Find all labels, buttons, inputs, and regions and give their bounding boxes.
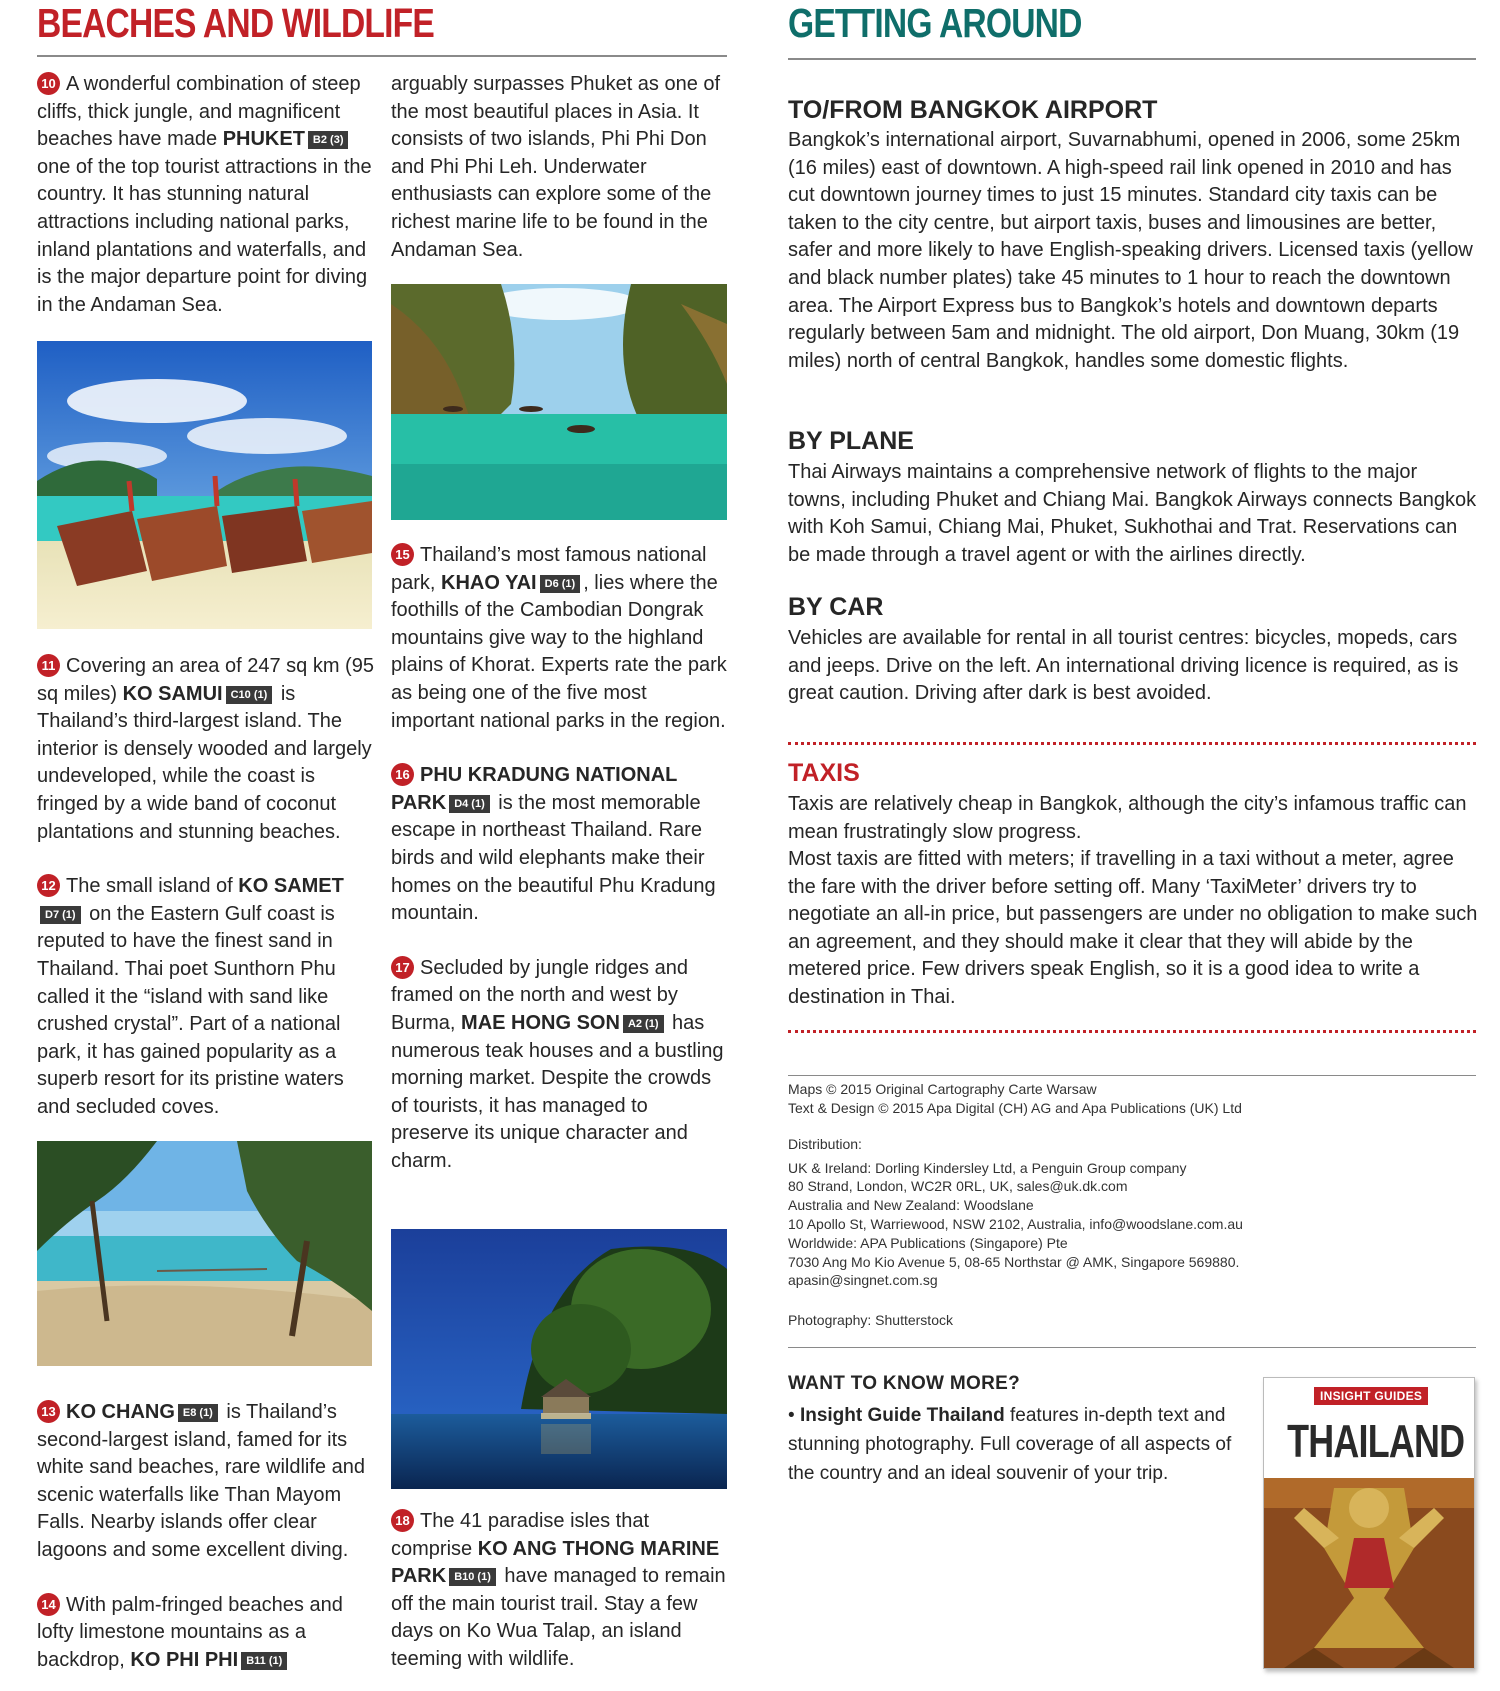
credits-rule	[788, 1075, 1476, 1076]
entry-11	[37, 653, 375, 846]
entry-15	[391, 542, 729, 735]
ko-phi-phi-continued: arguably surpasses Phuket as one of the most beautiful places in Asia. It consists of two islands, Phi Phi Don and Phi Phi Leh. Underwater enthusiasts can explore some of the richest marine life to be found in the Andaman Sea.	[391, 73, 721, 261]
map-grid-reference: D7 (1)	[40, 906, 81, 924]
entry-text: is Thailand’s second-largest island, famed for its white sand beaches, rare wildlife and scenic waterfalls like Than Mayom Falls. Nearby islands offer clear lagoons and some excellent diving.	[37, 1401, 365, 1561]
entry-number-badge: 11	[37, 654, 60, 677]
credits-ww-2: 7030 Ang Mo Kio Avenue 5, 08-65 Northstar @ AMK, Singapore 569880.	[788, 1254, 1240, 1270]
by-car-text: Vehicles are available for rental in all tourist centres: bicycles, mopeds, cars and jeeps. Drive on the left. An international driving licence is required, as is great caution. Driving after dark is best avoided.	[788, 627, 1459, 705]
airport-text: Bangkok’s international airport, Suvarnabhumi, opened in 2006, some 25km (16 miles) east of downtown. A high-speed rail link opened in 2010 and has cut downtown journey times to just 15 minutes. Standard city taxis can be taken to the city centre, but airport taxis, buses and limousines are better, safer and more likely to have English-speaking drivers. Licensed taxis (yellow and black number plates) take 45 minutes to 1 hour to reach the downtown area. The Airport Express bus to Bangkok’s hotels and downtown departs regularly between 5am and midnight. The old airport, Don Muang, 30km (19 miles) north of central Bangkok, handles some domestic flights.	[788, 129, 1473, 372]
entry-number-badge: 17	[391, 956, 414, 979]
place-name: KO CHANG	[66, 1401, 175, 1423]
bullet: •	[788, 1405, 795, 1426]
entry-text: on the Eastern Gulf coast is reputed to have the finest sand in Thailand. Thai poet Sunthorn Phu called it the “island with sand like crushed crystal”. Part of a national park, it has gained popularity as a superb resort for its pristine waters and secluded coves.	[37, 902, 344, 1118]
map-grid-reference: B11 (1)	[241, 1652, 287, 1670]
place-name: KO SAMUI	[122, 682, 223, 705]
credits-photography: Photography: Shutterstock	[788, 1312, 953, 1328]
entry-text: is Thailand’s third-largest island. The interior is densely wooded and largely undeveloped, while the coast is fringed by a wide band of coconut plantations and stunning beaches.	[37, 682, 372, 843]
credits-au-1: Australia and New Zealand: Woodslane	[788, 1197, 1034, 1213]
map-grid-reference: B10 (1)	[449, 1568, 496, 1586]
credits-ww-3: apasin@singnet.com.sg	[788, 1272, 938, 1288]
credits-uk-1: UK & Ireland: Dorling Kindersley Ltd, a Penguin Group company	[788, 1160, 1187, 1176]
entry-text: Covering an area of 247 sq km (95 sq miles)	[37, 655, 374, 705]
credits-ww-1: Worldwide: APA Publications (Singapore) Pte	[788, 1235, 1068, 1251]
raft-house-lake-photo	[391, 1229, 727, 1489]
taxis-text-1: Taxis are relatively cheap in Bangkok, although the city’s infamous traffic can mean frustratingly slow progress.	[788, 793, 1467, 843]
entry-number-badge: 10	[37, 72, 60, 95]
entry-10	[37, 71, 375, 319]
entry-text: is the most memorable escape in northeast Thailand. Rare birds and wild elephants make their homes on the beautiful Phu Kradung mountain.	[391, 791, 716, 925]
entry-number-badge: 12	[37, 874, 60, 897]
entry-text: A wonderful combination of steep cliffs, thick jungle, and magnificent beaches have made	[37, 73, 361, 151]
entry-13	[37, 1399, 375, 1565]
entry-number-badge: 16	[391, 763, 414, 786]
place-name: MAE HONG SON	[461, 1011, 620, 1034]
entry-18	[391, 1508, 729, 1674]
want-more-rule	[788, 1347, 1476, 1348]
ko-samet-beach-photo	[37, 1141, 372, 1366]
entry-number-badge: 15	[391, 543, 414, 566]
phi-phi-lagoon-photo	[391, 284, 727, 520]
by-plane-text: Thai Airways maintains a comprehensive network of flights to the major towns, including Phuket and Chiang Mai. Bangkok Airways connects Bangkok with Koh Samui, Chiang Mai, Phuket, Sukhothai and Trat. Reservations can be made through a travel agent or with the airlines directly.	[788, 461, 1477, 566]
entry-text: With palm-fringed beaches and lofty limestone mountains as a backdrop,	[37, 1593, 343, 1671]
place-name: KHAO YAI	[441, 571, 537, 594]
entry-14	[37, 1592, 375, 1675]
entry-number-badge: 18	[391, 1509, 414, 1532]
map-grid-reference: A2 (1)	[623, 1015, 664, 1033]
beaches-wildlife-heading: BEACHES AND WILDLIFE	[37, 0, 434, 46]
entry-17	[391, 955, 729, 1176]
place-name: KO ANG THONG MARINE PARK	[391, 1537, 720, 1588]
place-name: PHU KRADUNG NATIONAL PARK	[391, 764, 678, 814]
map-grid-reference: D4 (1)	[449, 795, 490, 813]
place-name: KO PHI PHI	[130, 1648, 239, 1671]
insight-guide-cover	[1263, 1377, 1475, 1669]
entry-16	[391, 762, 729, 928]
left-heading-rule	[37, 55, 727, 57]
cover-guardian-statue-image	[1264, 1478, 1474, 1668]
insight-guide-title: Insight Guide Thailand	[799, 1405, 1005, 1426]
middle-column	[391, 71, 729, 264]
airport-subheading: TO/FROM BANGKOK AIRPORT	[788, 96, 1158, 124]
left-column	[37, 71, 375, 319]
left-column-3	[37, 1399, 375, 1674]
cover-brand-label: INSIGHT GUIDES	[1314, 1387, 1428, 1405]
taxis-text-2: Most taxis are fitted with meters; if travelling in a taxi without a meter, agree the fare with the driver before setting off. Many ‘TaxiMeter’ drivers try to negotiate an all-in price, but passengers are under no obligation to make such an agreement, and they should make it clear that they will abide by the metered price. Few drivers speak English, so it is a good idea to write a destination in Thai.	[788, 848, 1478, 1008]
credits-uk-2: 80 Strand, London, WC2R 0RL, UK, sales@uk.dk.com	[788, 1178, 1128, 1194]
map-grid-reference: E8 (1)	[178, 1404, 218, 1422]
entry-text: have managed to remain off the main tourist trail. Stay a few days on Ko Wua Talap, an island teeming with wildlife.	[391, 1565, 726, 1670]
entry-number-badge: 14	[37, 1593, 60, 1616]
entry-text: The small island of	[66, 875, 239, 898]
credits-au-2: 10 Apollo St, Warriewood, NSW 2102, Australia, info@woodslane.com.au	[788, 1216, 1243, 1232]
entry-text: The 41 paradise isles that comprise	[391, 1510, 650, 1560]
entry-text: has numerous teak houses and a bustling morning market. Despite the crowds of tourists, it has managed to preserve its unique character and charm.	[391, 1011, 724, 1172]
want-description: features in-depth text and stunning photography. Full coverage of all aspects of the country and an ideal souvenir of your trip.	[788, 1405, 1232, 1484]
by-plane-subheading: BY PLANE	[788, 427, 914, 455]
map-grid-reference: C10 (1)	[226, 686, 273, 704]
left-column-2	[37, 653, 375, 1122]
phuket-longtail-boats-photo	[37, 341, 372, 629]
taxis-bottom-divider	[788, 1030, 1476, 1033]
entry-text: Secluded by jungle ridges and framed on the north and west by Burma,	[391, 956, 688, 1034]
map-grid-reference: D6 (1)	[540, 575, 581, 593]
credits-maps: Maps © 2015 Original Cartography Carte Warsaw	[788, 1081, 1097, 1097]
entry-text: , lies where the foothills of the Cambodian Dongrak mountains give way to the highland plains of Khorat. Experts rate the park as being one of the five most important national parks in the region.	[391, 571, 727, 732]
taxis-subheading: TAXIS	[788, 759, 860, 787]
map-grid-reference: B2 (3)	[308, 131, 349, 149]
getting-around-heading: GETTING AROUND	[788, 0, 1082, 46]
place-name: KO SAMET	[238, 875, 344, 898]
right-heading-rule	[788, 58, 1476, 60]
entry-12	[37, 873, 375, 1121]
credits-distribution: Distribution:	[788, 1136, 862, 1152]
middle-column-3	[391, 1508, 729, 1674]
credits-design: Text & Design © 2015 Apa Digital (CH) AG and Apa Publications (UK) Ltd	[788, 1100, 1242, 1116]
want-to-know-more-heading: WANT TO KNOW MORE?	[788, 1373, 1020, 1394]
middle-column-2	[391, 542, 729, 1175]
cover-title: THAILAND	[1287, 1415, 1465, 1467]
entry-text: one of the top tourist attractions in the country. It has stunning natural attractions including national parks, inland plantations and waterfalls, and is the major departure point for diving in the Andaman Sea.	[37, 155, 372, 316]
place-name: PHUKET	[222, 128, 305, 151]
want-to-know-more-text	[788, 1401, 1233, 1488]
by-car-subheading: BY CAR	[788, 593, 884, 621]
entry-text: Thailand’s most famous national park,	[391, 544, 707, 594]
entry-number-badge: 13	[37, 1400, 60, 1423]
taxis-top-divider	[788, 742, 1476, 745]
